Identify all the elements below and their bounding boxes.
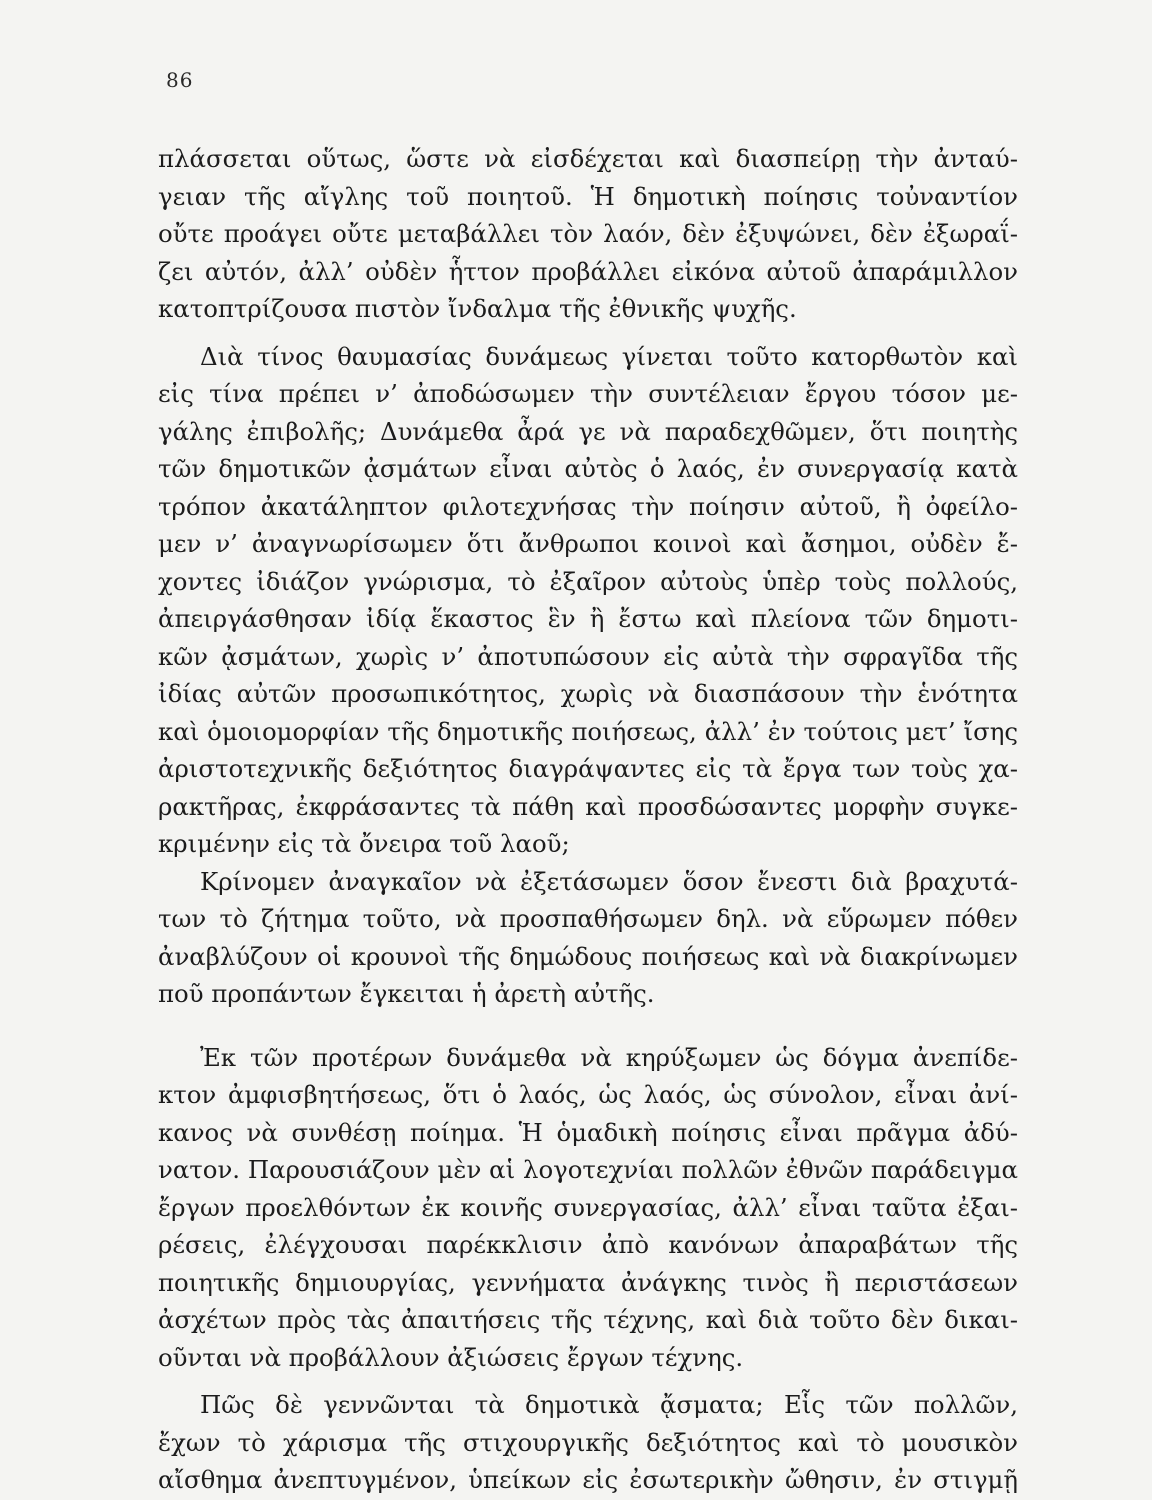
body-text (158, 140, 1018, 1499)
text-line: νατον. Παρουσιάζουν μὲν αἱ λογοτεχνίαι πολλῶν ἐθνῶν παράδειγμα (158, 1155, 1018, 1184)
text-line: κατοπτρίζουσα πιστὸν ἴνδαλμα τῆς ἐθνικῆς ψυχῆς. (158, 294, 797, 323)
text-line: κτον ἀμφισβητήσεως, ὅτι ὁ λαός, ὡς λαός, ὡς σύνολον, εἶναι ἀνί- (158, 1080, 1018, 1109)
text-line: μεν ν’ ἀναγνωρίσωμεν ὅτι ἄνθρωποι κοινοὶ καὶ ἄσημοι, οὐδὲν ἔ- (158, 529, 1018, 558)
text-line: οῦνται νὰ προβάλλουν ἀξιώσεις ἔργων τέχνης. (158, 1342, 744, 1372)
text-line: οὔτε προάγει οὔτε μεταβάλλει τὸν λαόν, δὲν ἐξυψώνει, δὲν ἐξωραΐ- (158, 219, 1018, 248)
text-line: Κρίνομεν ἀναγκαῖον νὰ ἐξετάσωμεν ὅσον ἔνεστι διὰ βραχυτά- (200, 866, 1018, 896)
text-line: εἰς τίνα πρέπει ν’ ἀποδώσωμεν τὴν συντέλειαν ἔργου τόσον με- (158, 379, 1018, 408)
paragraph-5 (158, 1386, 1018, 1499)
text-line: ἀναβλύζουν οἱ κρουνοὶ τῆς δημώδους ποιήσεως καὶ νὰ διακρίνωμεν (158, 941, 1018, 971)
text-line: Ἐκ τῶν προτέρων δυνάμεθα νὰ κηρύξωμεν ὡς δόγμα ἀνεπίδε- (200, 1042, 1018, 1072)
text-line: ἔργων προελθόντων ἐκ κοινῆς συνεργασίας, ἀλλ’ εἶναι ταῦτα ἐξαι- (158, 1192, 1018, 1222)
paragraph-3 (158, 863, 1018, 1013)
text-line: ἀριστοτεχνικῆς δεξιότητος διαγράψαντες εἰς τὰ ἔργα των τοὺς χα- (158, 754, 1018, 783)
text-line: ἀπειργάσθησαν ἰδίᾳ ἕκαστος ἓν ἢ ἔστω καὶ πλείονα τῶν δημοτι- (158, 604, 1018, 633)
text-line: ἀσχέτων πρὸς τὰς ἀπαιτήσεις τῆς τέχνης, καὶ διὰ τοῦτο δὲν δικαι- (158, 1305, 1018, 1334)
text-line: ἰδίας αὐτῶν προσωπικότητος, χωρὶς νὰ διασπάσουν τὴν ἑνότητα (158, 679, 1018, 708)
paragraph-2 (158, 338, 1018, 863)
text-line: γάλης ἐπιβολῆς; Δυνάμεθα ἆρά γε νὰ παραδεχθῶμεν, ὅτι ποιητὴς (158, 416, 1018, 446)
text-line: τρόπον ἀκατάληπτον φιλοτεχνήσας τὴν ποίησιν αὐτοῦ, ἢ ὀφείλο- (158, 491, 1018, 521)
page-number: 86 (166, 68, 194, 92)
text-line: κριμένην εἰς τὰ ὄνειρα τοῦ λαοῦ; (158, 829, 570, 858)
text-line: ρέσεις, ἐλέγχουσαι παρέκκλισιν ἀπὸ κανόνων ἀπαραβάτων τῆς (158, 1230, 1018, 1259)
text-line: αἴσθημα ἀνεπτυγμένον, ὑπείκων εἰς ἐσωτερικὴν ὤθησιν, ἐν στιγμῇ (158, 1465, 1018, 1494)
text-line: ποῦ προπάντων ἔγκειται ἡ ἀρετὴ αὐτῆς. (158, 979, 655, 1008)
text-line: καὶ ὁμοιομορφίαν τῆς δημοτικῆς ποιήσεως, ἀλλ’ ἐν τούτοις μετ’ ἴσης (158, 716, 1018, 746)
paragraph-4 (158, 1039, 1018, 1377)
text-line: κῶν ᾀσμάτων, χωρὶς ν’ ἀποτυπώσουν εἰς αὐτὰ τὴν σφραγῖδα τῆς (158, 641, 1018, 671)
text-line: ζει αὐτόν, ἀλλ’ οὐδὲν ἧττον προβάλλει εἰκόνα αὐτοῦ ἀπαράμιλλον (158, 256, 1018, 286)
text-line: Διὰ τίνος θαυμασίας δυνάμεως γίνεται τοῦτο κατορθωτὸν καὶ (200, 341, 1018, 371)
text-line: ρακτῆρας, ἐκφράσαντες τὰ πάθη καὶ προσδώσαντες μορφὴν συγκε- (158, 791, 1018, 821)
text-line: κανος νὰ συνθέσῃ ποίημα. Ἡ ὁμαδικὴ ποίησις εἶναι πρᾶγμα ἀδύ- (158, 1117, 1018, 1147)
text-line: πλάσσεται οὕτως, ὥστε νὰ εἰσδέχεται καὶ διασπείρῃ τὴν ἀνταύ- (158, 144, 1018, 173)
text-line: Πῶς δὲ γεννῶνται τὰ δημοτικὰ ᾄσματα; Εἷς τῶν πολλῶν, (200, 1390, 1018, 1419)
text-line: των τὸ ζήτημα τοῦτο, νὰ προσπαθήσωμεν δηλ. νὰ εὕρωμεν πόθεν (158, 904, 1018, 933)
paragraph-1 (158, 140, 1018, 328)
text-line: γειαν τῆς αἴγλης τοῦ ποιητοῦ. Ἡ δημοτικὴ ποίησις τοὐναντίον (158, 181, 1018, 211)
text-line: ποιητικῆς δημιουργίας, γεννήματα ἀνάγκης τινὸς ἢ περιστάσεων (158, 1267, 1018, 1297)
text-line: χοντες ἰδιάζον γνώρισμα, τὸ ἐξαῖρον αὐτοὺς ὑπὲρ τοὺς πολλούς, (158, 566, 1018, 596)
text-line: ἔχων τὸ χάρισμα τῆς στιχουργικῆς δεξιότητος καὶ τὸ μουσικὸν (158, 1427, 1018, 1457)
text-line: τῶν δημοτικῶν ᾀσμάτων εἶναι αὐτὸς ὁ λαός, ἐν συνεργασίᾳ κατὰ (158, 454, 1018, 483)
